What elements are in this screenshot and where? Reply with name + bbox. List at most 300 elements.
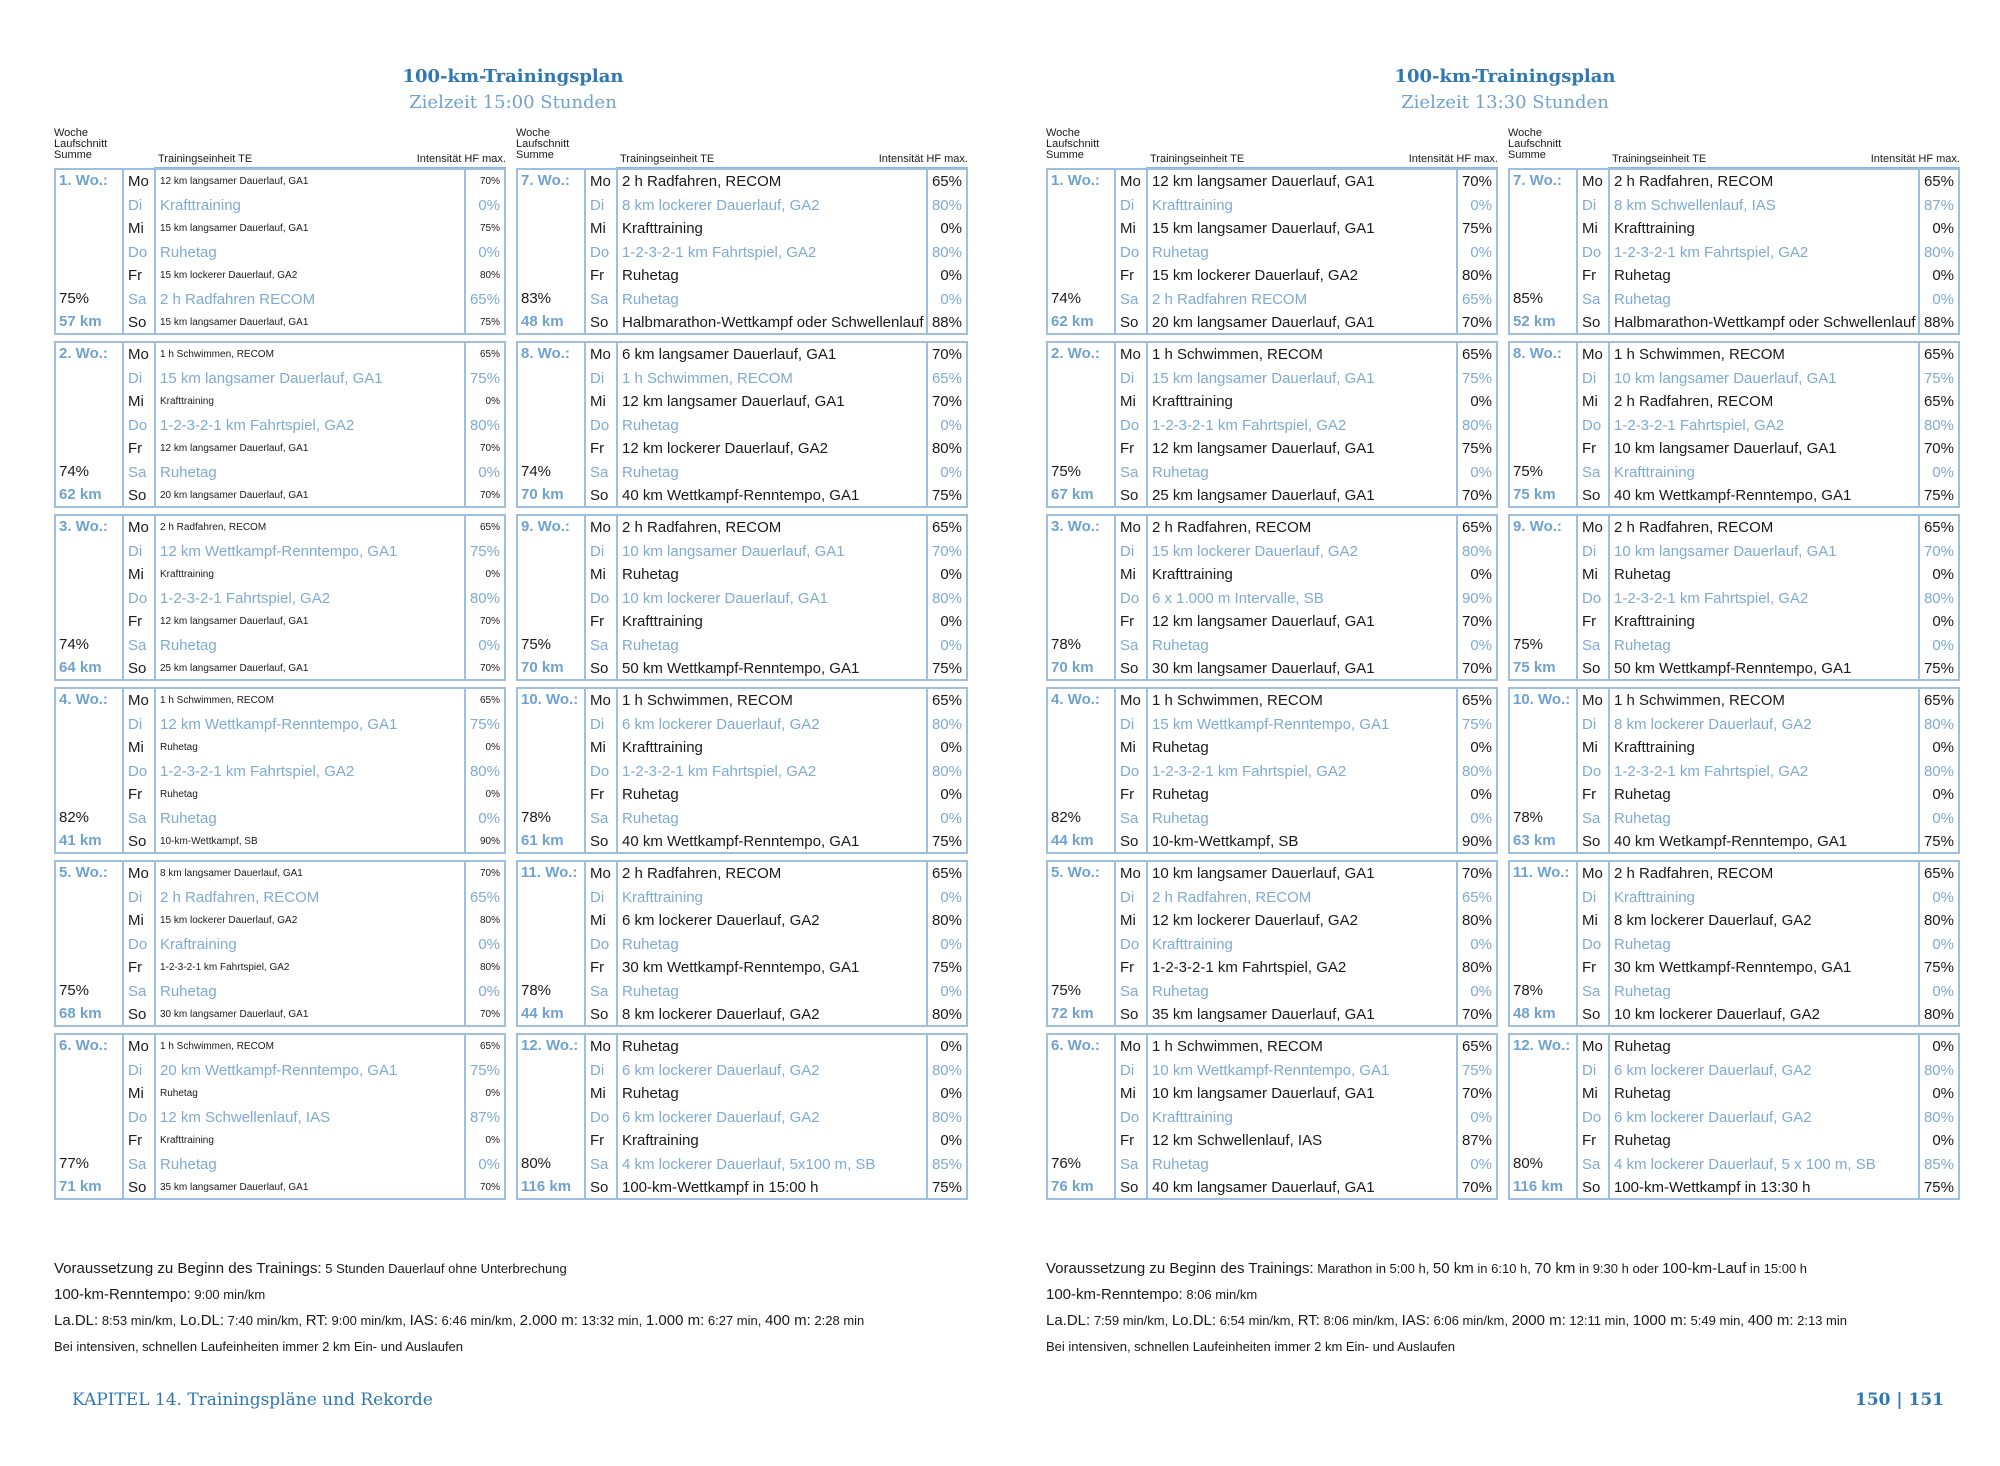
day-row (1578, 343, 1958, 367)
intensity-value: 80% (931, 1006, 962, 1023)
header-summe: Summe (1508, 149, 1546, 161)
training-unit: 10 km langsamer Dauerlauf, GA1 (1152, 865, 1375, 882)
note-key: Lo.DL: (1171, 1312, 1217, 1329)
week-label: 6. Wo.: (59, 1037, 108, 1054)
day-row (1116, 610, 1496, 634)
training-unit: Krafttraining (622, 888, 703, 906)
day-name: Di (1120, 542, 1135, 560)
intensity-value: 65% (931, 865, 962, 882)
header-laufschnitt: Laufschnitt (516, 138, 570, 150)
day-name: Mo (1120, 1038, 1141, 1055)
day-name: Fr (128, 613, 143, 630)
day-name: Mo (590, 1038, 611, 1055)
intensity-value: 90% (479, 836, 500, 847)
day-name: Di (128, 1061, 143, 1079)
day-row (586, 217, 966, 241)
note-value: 6:06 min/km, (1429, 1313, 1512, 1328)
training-unit: 1 h Schwimmen, RECOM (160, 695, 274, 706)
training-unit: 2 h Radfahren, RECOM (1614, 519, 1774, 536)
day-name: Di (1120, 888, 1135, 906)
training-unit: Krafttraining (1614, 613, 1695, 630)
training-unit: 12 km Wettkampf-Renntempo, GA1 (160, 542, 398, 560)
intensity-value: 70% (1461, 173, 1492, 190)
intensity-value: 0% (1932, 982, 1954, 1000)
training-unit: 30 km Wettkampf-Renntempo, GA1 (1614, 959, 1852, 976)
week-block (54, 687, 506, 854)
training-unit: Ruhetag (1152, 463, 1209, 481)
day-name: Di (1582, 1061, 1597, 1079)
day-row (586, 783, 966, 807)
intensity-value: 0% (940, 613, 962, 630)
week-block (516, 168, 968, 335)
day-row (124, 689, 504, 713)
day-name: Do (128, 416, 148, 434)
week-block (516, 514, 968, 681)
intensity-value: 0% (940, 566, 962, 583)
intensity-value: 0% (940, 1085, 962, 1102)
training-unit: 100-km-Wettkampf in 15:00 h (622, 1179, 819, 1196)
note-value: 5 Stunden Dauerlauf ohne Unterbrechung (321, 1261, 567, 1276)
week-label: 7. Wo.: (521, 172, 570, 189)
note-key: La.DL: (54, 1312, 99, 1329)
note-value: 12:11 min, (1565, 1313, 1633, 1328)
day-row (1578, 807, 1958, 831)
day-row (1578, 194, 1958, 218)
intensity-value: 75% (931, 833, 962, 850)
note-value: Marathon in 5:00 h, (1313, 1261, 1433, 1276)
week-km: 44 km (521, 1005, 564, 1022)
day-name: So (1120, 314, 1139, 331)
column-weeks-1-6 (54, 128, 506, 1206)
training-unit: Ruhetag (622, 786, 679, 803)
week-km: 44 km (1051, 832, 1094, 849)
training-unit: Krafttraining (1614, 888, 1695, 906)
intensity-value: 70% (1461, 613, 1492, 630)
day-row (1578, 862, 1958, 886)
day-row (586, 1035, 966, 1059)
day-row (1116, 343, 1496, 367)
note-key: 100-km-Renntempo: (54, 1286, 191, 1303)
note-key: 2000 m: (1511, 1312, 1566, 1329)
day-name: Do (128, 935, 148, 953)
intensity-value: 80% (479, 270, 500, 281)
intensity-value: 90% (1461, 589, 1492, 607)
day-row (586, 1153, 966, 1177)
training-unit: 1-2-3-2-1 km Fahrtspiel, GA2 (622, 243, 817, 261)
day-row (1116, 862, 1496, 886)
day-row (1116, 437, 1496, 461)
day-name: Fr (1120, 440, 1135, 457)
day-row (124, 1106, 504, 1130)
training-unit: 10 km langsamer Dauerlauf, GA1 (1614, 440, 1837, 457)
day-name: Mi (1120, 739, 1136, 756)
day-name: Do (590, 416, 610, 434)
training-unit: 12 km lockerer Dauerlauf, GA2 (1152, 912, 1358, 929)
day-row (124, 862, 504, 886)
note-value: 6:27 min, (704, 1313, 765, 1328)
week-block (54, 860, 506, 1027)
week-label: 9. Wo.: (1513, 518, 1562, 535)
day-row (1116, 634, 1496, 658)
day-row (586, 461, 966, 485)
training-unit: Ruhetag (160, 243, 217, 261)
intensity-value: 80% (931, 762, 962, 780)
day-name: Mi (128, 912, 144, 929)
training-unit: 1-2-3-2-1 km Fahrtspiel, GA2 (1614, 589, 1809, 607)
day-name: Di (1120, 369, 1135, 387)
week-label: 5. Wo.: (1051, 864, 1100, 881)
day-name: Mo (128, 173, 149, 190)
day-name: Sa (1120, 463, 1139, 481)
training-unit: 30 km Wettkampf-Renntempo, GA1 (622, 959, 860, 976)
intensity-value: 0% (940, 290, 962, 308)
training-unit: Ruhetag (160, 463, 217, 481)
day-row (1578, 390, 1958, 414)
day-row (1578, 264, 1958, 288)
training-unit: 6 km langsamer Dauerlauf, GA1 (622, 346, 837, 363)
intensity-value: 80% (1461, 542, 1492, 560)
day-row (124, 1153, 504, 1177)
day-row (124, 264, 504, 288)
training-unit: 4 km lockerer Dauerlauf, 5x100 m, SB (622, 1155, 876, 1173)
week-block (54, 341, 506, 508)
week-block (1046, 687, 1498, 854)
day-row (1578, 689, 1958, 713)
week-label: 10. Wo.: (1513, 691, 1571, 708)
note-value: 13:32 min, (577, 1313, 646, 1328)
intensity-value: 80% (931, 1061, 962, 1079)
day-name: Sa (128, 1155, 147, 1173)
day-row (586, 956, 966, 980)
day-row (124, 1129, 504, 1153)
note-line (1046, 1282, 1847, 1308)
intensity-value: 80% (479, 962, 500, 973)
intensity-value: 0% (1932, 636, 1954, 654)
training-unit: 15 km Wettkampf-Renntempo, GA1 (1152, 715, 1390, 733)
day-name: Sa (1120, 1155, 1139, 1173)
training-unit: 10-km-Wettkampf, SB (1152, 833, 1299, 850)
day-name: Fr (590, 440, 605, 457)
day-row (124, 437, 504, 461)
day-name: So (128, 487, 147, 504)
day-row (1116, 241, 1496, 265)
day-name: Di (128, 715, 143, 733)
note-key: 100-km-Lauf (1662, 1260, 1747, 1277)
training-unit: Krafttraining (1614, 220, 1695, 237)
week-label: 6. Wo.: (1051, 1037, 1100, 1054)
note-value: in 9:30 h oder (1575, 1261, 1663, 1276)
training-unit: Ruhetag (622, 982, 679, 1000)
day-name: Mo (128, 692, 149, 709)
intensity-value: 87% (1461, 1132, 1492, 1149)
training-unit: 8 km lockerer Dauerlauf, GA2 (1614, 912, 1812, 929)
training-unit: 1 h Schwimmen, RECOM (622, 369, 793, 387)
day-name: Do (1582, 243, 1602, 261)
day-row (124, 194, 504, 218)
plan-subtitle: Zielzeit 15:00 Stunden (409, 92, 617, 113)
day-name: Mi (1582, 393, 1598, 410)
training-unit: 4 km lockerer Dauerlauf, 5 x 100 m, SB (1614, 1155, 1876, 1173)
week-block (1046, 168, 1498, 335)
day-row (124, 390, 504, 414)
intensity-value: 70% (479, 176, 500, 187)
training-unit: 1 h Schwimmen, RECOM (1152, 692, 1323, 709)
day-name: Fr (1120, 613, 1135, 630)
intensity-value: 70% (479, 1009, 500, 1020)
note-key: 70 km (1534, 1260, 1576, 1277)
training-unit: 10 km langsamer Dauerlauf, GA1 (1614, 542, 1837, 560)
day-row (586, 288, 966, 312)
intensity-value: 80% (469, 589, 500, 607)
page-numbers: 150 | 151 (1855, 1390, 1944, 1410)
header-woche: Woche (54, 127, 89, 139)
day-name: So (128, 1179, 147, 1196)
day-name: Fr (590, 959, 605, 976)
day-name: Mi (590, 393, 606, 410)
intensity-value: 65% (1461, 519, 1492, 536)
day-row (1116, 311, 1496, 335)
day-row (586, 634, 966, 658)
day-row (1578, 980, 1958, 1004)
day-row (586, 1129, 966, 1153)
intensity-value: 65% (931, 369, 962, 387)
intensity-value: 0% (1932, 1038, 1954, 1055)
training-unit: Krafttraining (1614, 739, 1695, 756)
intensity-value: 65% (1923, 346, 1954, 363)
week-percent: 74% (59, 463, 90, 480)
week-block (1046, 341, 1498, 508)
training-unit: Ruhetag (1152, 243, 1209, 261)
week-block (1508, 687, 1960, 854)
note-line (1046, 1256, 1847, 1282)
day-name: So (590, 314, 609, 331)
week-km: 72 km (1051, 1005, 1094, 1022)
intensity-value: 80% (1923, 1108, 1954, 1126)
intensity-value: 80% (931, 715, 962, 733)
week-percent: 74% (521, 463, 552, 480)
day-name: Di (590, 888, 605, 906)
day-row (124, 886, 504, 910)
training-unit: 6 km lockerer Dauerlauf, GA2 (622, 715, 820, 733)
intensity-value: 0% (485, 742, 500, 753)
training-unit: 15 km langsamer Dauerlauf, GA1 (160, 317, 309, 328)
day-row (1578, 563, 1958, 587)
day-row (124, 288, 504, 312)
day-name: Mo (1582, 519, 1603, 536)
day-row (586, 807, 966, 831)
intensity-value: 0% (1932, 809, 1954, 827)
day-name: So (590, 487, 609, 504)
column-weeks-7-12 (1508, 128, 1960, 1206)
intensity-value: 0% (1470, 566, 1492, 583)
note-line (54, 1334, 864, 1360)
day-name: Fr (590, 613, 605, 630)
day-name: Mo (1120, 865, 1141, 882)
header-intensitaet: Intensität HF max. (416, 153, 506, 165)
training-unit: 1 h Schwimmen, RECOM (622, 692, 793, 709)
intensity-value: 65% (931, 519, 962, 536)
day-name: Di (590, 196, 605, 214)
day-row (1116, 760, 1496, 784)
day-row (586, 390, 966, 414)
day-name: Mo (590, 346, 611, 363)
training-unit: Krafttraining (1152, 935, 1233, 953)
training-unit: Kraftraining (622, 1132, 699, 1149)
day-row (1116, 830, 1496, 854)
week-km: 116 km (1513, 1178, 1564, 1195)
week-percent: 80% (1513, 1155, 1544, 1172)
training-unit: 8 km Schwellenlauf, IAS (1614, 196, 1776, 214)
intensity-value: 65% (1923, 519, 1954, 536)
week-label: 7. Wo.: (1513, 172, 1562, 189)
week-block (516, 341, 968, 508)
day-name: Do (1120, 589, 1140, 607)
week-km: 41 km (59, 832, 102, 849)
note-line (54, 1282, 864, 1308)
intensity-value: 0% (1932, 739, 1954, 756)
day-row (1116, 1129, 1496, 1153)
intensity-value: 0% (1470, 393, 1492, 410)
training-unit: 1 h Schwimmen, RECOM (1152, 346, 1323, 363)
day-name: Mo (1582, 346, 1603, 363)
week-label: 11. Wo.: (521, 864, 578, 881)
note-value: in 15:00 h (1746, 1261, 1808, 1276)
training-unit: 40 km Wetkampf-Renntempo, GA1 (1614, 833, 1848, 850)
training-unit: Ruhetag (622, 935, 679, 953)
week-header (516, 128, 606, 161)
chapter-footer: KAPITEL 14. Trainingspläne und Rekorde (72, 1390, 433, 1410)
day-row (124, 1035, 504, 1059)
training-unit: 10 km langsamer Dauerlauf, GA1 (1152, 1085, 1375, 1102)
header-laufschnitt: Laufschnitt (1508, 138, 1562, 150)
day-row (1116, 540, 1496, 564)
day-row (1578, 1129, 1958, 1153)
intensity-value: 65% (1923, 692, 1954, 709)
week-percent: 75% (521, 636, 552, 653)
day-row (586, 484, 966, 508)
day-name: Fr (128, 959, 143, 976)
day-name: Fr (128, 1132, 143, 1149)
day-row (1578, 713, 1958, 737)
day-row (124, 1082, 504, 1106)
week-km: 70 km (521, 659, 564, 676)
day-row (124, 343, 504, 367)
intensity-value: 75% (1923, 833, 1954, 850)
intensity-value: 75% (931, 1179, 962, 1196)
training-unit: Krafttraining (160, 1135, 214, 1146)
day-name: Mo (1582, 692, 1603, 709)
day-row (1116, 170, 1496, 194)
day-name: Sa (1120, 636, 1139, 654)
day-name: Fr (128, 440, 143, 457)
intensity-value: 70% (479, 443, 500, 454)
week-percent: 82% (1051, 809, 1082, 826)
table-header (1046, 128, 1498, 168)
week-block (1046, 860, 1498, 1027)
training-unit: Ruhetag (622, 290, 679, 308)
note-key: RT: (305, 1312, 328, 1329)
day-row (124, 414, 504, 438)
day-row (124, 461, 504, 485)
day-row (1578, 886, 1958, 910)
week-label: 11. Wo.: (1513, 864, 1570, 881)
intensity-value: 85% (1923, 1155, 1954, 1173)
intensity-value: 0% (485, 789, 500, 800)
intensity-value: 0% (940, 463, 962, 481)
training-unit: 12 km langsamer Dauerlauf, GA1 (622, 393, 845, 410)
training-unit: 12 km Schwellenlauf, IAS (160, 1108, 331, 1126)
week-km: 70 km (521, 486, 564, 503)
intensity-value: 80% (1923, 715, 1954, 733)
day-name: Mi (1120, 1085, 1136, 1102)
day-row (586, 830, 966, 854)
header-summe: Summe (54, 149, 92, 161)
training-unit: Ruhetag (1152, 809, 1209, 827)
day-row (1578, 1082, 1958, 1106)
day-row (1116, 980, 1496, 1004)
day-name: So (128, 660, 147, 677)
day-name: Do (128, 243, 148, 261)
day-name: Mo (1582, 1038, 1603, 1055)
intensity-value: 0% (485, 396, 500, 407)
training-unit: 2 h Radfahren, RECOM (160, 522, 267, 533)
day-row (1116, 783, 1496, 807)
intensity-value: 0% (1470, 982, 1492, 1000)
day-row (586, 540, 966, 564)
note-value: 6:46 min/km, (437, 1313, 520, 1328)
day-name: Do (590, 1108, 610, 1126)
week-km: 62 km (59, 486, 102, 503)
training-unit: Ruhetag (622, 1085, 679, 1102)
training-unit: 10 km lockerer Dauerlauf, GA2 (1614, 1006, 1820, 1023)
day-name: Fr (1120, 267, 1135, 284)
training-unit: Krafttraining (1152, 393, 1233, 410)
intensity-value: 87% (1923, 196, 1954, 214)
header-intensitaet: Intensität HF max. (1870, 153, 1960, 165)
day-row (1116, 194, 1496, 218)
intensity-value: 65% (1461, 888, 1492, 906)
note-value: 8:06 min/km, (1319, 1313, 1402, 1328)
day-name: So (128, 314, 147, 331)
training-unit: 35 km langsamer Dauerlauf, GA1 (160, 1182, 309, 1193)
training-unit: 15 km lockerer Dauerlauf, GA2 (1152, 267, 1358, 284)
intensity-value: 65% (1923, 865, 1954, 882)
intensity-value: 0% (940, 739, 962, 756)
intensity-value: 85% (931, 1155, 962, 1173)
week-label: 3. Wo.: (59, 518, 108, 535)
day-row (1116, 1035, 1496, 1059)
day-row (1578, 956, 1958, 980)
day-name: Do (128, 589, 148, 607)
day-row (586, 980, 966, 1004)
week-block (54, 514, 506, 681)
day-name: Mo (1120, 519, 1141, 536)
training-unit: 12 km langsamer Dauerlauf, GA1 (160, 616, 309, 627)
day-name: Fr (128, 786, 143, 803)
day-row (124, 634, 504, 658)
week-km: 75 km (1513, 659, 1556, 676)
training-unit: 12 km Wettkampf-Renntempo, GA1 (160, 715, 398, 733)
day-row (586, 1176, 966, 1200)
intensity-value: 0% (1932, 220, 1954, 237)
day-row (1116, 886, 1496, 910)
intensity-value: 0% (940, 935, 962, 953)
training-unit: 10 km langsamer Dauerlauf, GA1 (622, 542, 845, 560)
day-row (586, 1003, 966, 1027)
training-unit: Ruhetag (160, 742, 198, 753)
training-unit: 8 km lockerer Dauerlauf, GA2 (1614, 715, 1812, 733)
day-row (1116, 933, 1496, 957)
